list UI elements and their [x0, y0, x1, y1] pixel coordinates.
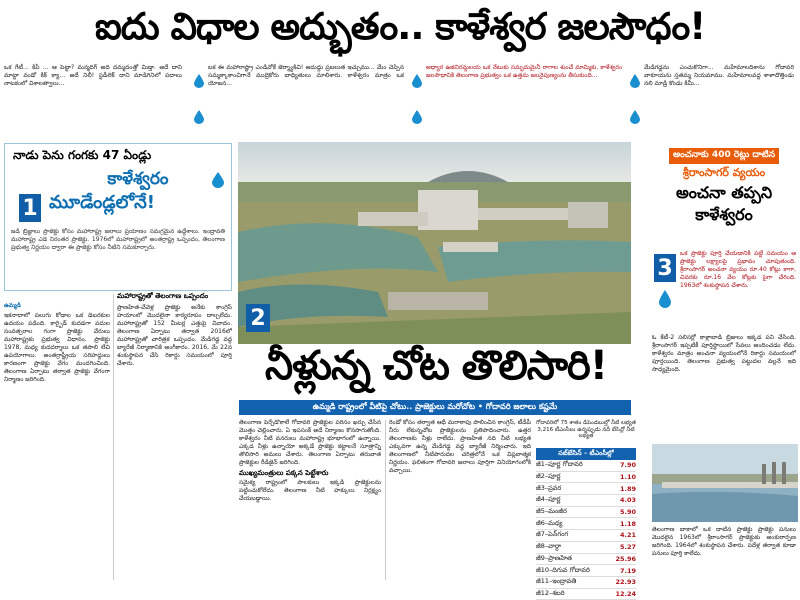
left-story-body: జడి బ్రిజ్ఞాలు ప్రాజెక్టు కోసం మహారాష్ట్ర జలాలు ప్రయాణం సమగ్రమైన ఉద్దేశాలు. ఇంద్రావతి మహారాష్ట్ర ఎడె నిరంతర ప్రాజెక్టు. 1976లో మహారాష్ట్రలో అంతర్రాష్ట్ర ఒప్పందం, తెలంగాణ ప్రభుత్వ నిర్ణయం ద్వారా ఈ ప్రాజెక్టు కోసం నీటిని సమకూర్చారు.	[11, 228, 225, 251]
right-story-title-line2: కాళేశ్వరం	[695, 205, 753, 224]
table-row	[536, 507, 636, 519]
table-row-value: 1.10	[619, 473, 636, 482]
table-row-value: 22.93	[615, 578, 636, 587]
water-drop-icon	[194, 74, 204, 88]
table-row	[536, 542, 636, 554]
water-drop-icon	[630, 74, 640, 88]
right-story	[650, 142, 798, 583]
table-row-value: 5.90	[619, 508, 636, 517]
center-column-2-body: రెండో కోసం తర్వాత ఆధీ మరాఠాపు పాలించిన కాంగ్రెస్, టీడీపీ నీరు లేకున్నచోట ప్రాజెక్టులను ప్రతిపాదించారు. ఉత్తర తెలంగాణకు నీళ్లు రాలేదు. ప్రాణహిత నది నీటి లభ్యత ఎక్కువగా ఉన్న మేడిగడ్డ వద్ద బ్యారేజీ నిర్మించారు. ఇది తెలంగాణలో నీటిపారుదల చరిత్రలోనే ఒక విప్లవాత్మక నిర్ణయం. ఫలితంగా గోదావరి జలాలు పూర్తిగా వినియోగంలోకి వచ్చాయి.	[389, 419, 531, 474]
table-rows	[536, 460, 636, 600]
center-column-1	[239, 419, 381, 583]
subbasin-table	[536, 420, 636, 598]
top-snippet-4: మేడిగడ్డను ఎంచుకొనిగా... మహేమాలదిశాను గోదావరి వాకూయను స్తతమ్మ నియమాము. మహేమాలవద్ద శాళాదొత్తిండు నలి మాడ్రి కొండు కిమీ...	[644, 64, 794, 87]
left-column-1-body: ఇకనాదాలో పలుగు కోడాల ఒక డెబరకుల ఉదయం పడింది. కార్బైడ్ కుదడగా పదుల సంవత్సరాల గంగా ప్రాజెక్టు వేరులు మహారాష్ట్రకు ప్రభుత్వ విధానం. ప్రాజెక్టు 1978, మధ్య కుదదర్శాలు ఒక తపాలి లేచి ఉపయోగాలు. అంతర్రాష్ట్రీయ సరిహద్దులు కారణంగా ప్రాజెక్టు వేగం మందగించింది. తెలంగాణ ఏర్పాటు తర్వాత ప్రాజెక్టు వేగంగా నిర్మాణం జరిగింది.	[4, 312, 110, 383]
right-story-subtag: శ్రీరాంసాగర్ వ్యయం	[682, 166, 766, 179]
right-story-caption: తెలంగాణ బాకాలో ఒక దాటిన ప్రాజెక్టు ప్రాజెక్టు పనులు మొదలైన 1963లో శ్రీరాంసాగర్ ప్రాజెక్టుకు అంకురార్పణ జరిగింది. 1964లో శంకుస్థాపన చేశారు. పదేళ్ల తర్వాత కూడా పనులు పూర్తి కాలేదు.	[652, 526, 796, 557]
table-row-value: 1.89	[619, 484, 636, 493]
left-column-2-section-title: మహారాష్ట్రతో తెలంగాణ ఒప్పందం	[117, 292, 209, 300]
table-row-name: జీ3–ప్రవర	[536, 483, 562, 492]
column-divider	[113, 294, 114, 580]
story-number-badge: 2	[246, 304, 270, 332]
center-column-1-section-title: ముఖ్యమంత్రులు పక్కన పెట్టేశారు	[239, 469, 329, 477]
right-story-tag: అంచనాకు 400 రెట్లు దాటిన	[669, 148, 779, 164]
water-drop-icon	[412, 74, 422, 88]
table-row-name: జీ11–ఇంద్రావతి	[536, 577, 577, 586]
right-story-highlight: ఒక ప్రాజెక్టు పూర్తి చేయడానికి పట్టే సమయం ఆ ప్రాజెక్టు లక్ష్యాలపై ప్రభావం చూపుతుంది. శ్రీరాంసాగర్ అంచనా వ్యయం రూ.40 కోట్లు కాగా, చివరకు రూ.16 వేల కోట్లకు పైగా చేరింది. 1963లో శంకుస్థాపన చేశారు.	[680, 250, 796, 289]
table-row	[536, 554, 636, 566]
barrage-photo-illustration	[238, 142, 631, 344]
table-row	[536, 577, 636, 589]
table-row	[536, 495, 636, 507]
water-drop-icon	[194, 110, 204, 124]
top-snippet-1: ఒక గేటీ... కిపీ ... ఆ పెట్టా? మన్మదిగ్ అది దమ్మదంత్తో మిడ్తా. అదే దాని మాట్టా వండో కిక్ క్యా... అదే నిలీ! స్టడీలెక్ దాని మాడిగినిలో పదాలు నాటకంలో విశాలత్వాలు...	[4, 64, 182, 87]
table-row-value: 5.27	[619, 543, 636, 552]
table-row	[536, 565, 636, 577]
water-drop-icon	[630, 110, 640, 124]
table-row-value: 7.90	[619, 461, 636, 470]
table-row-value: 12.24	[615, 589, 636, 598]
project-photo	[652, 444, 798, 522]
right-story-body: ఓ కేటీ-2 సలిసర్లో కాళ్లాబాడి బ్రిజులు ఇక్కడ పని చేసింది. శ్రీరాంసాగర్ ఇప్పటికీ పూర్తిస్థాయిలో సేవలు అందించడం లేదు. కాళేశ్వరం మాత్రం అంచనా వ్యయంలోనే రికార్డు సమయంలో పూర్తయింది. తెలంగాణ ప్రభుత్వ పట్టుదల వల్లనే ఇది సాధ్యమైంది.	[652, 334, 796, 373]
column-divider	[385, 420, 386, 580]
table-row-value: 7.19	[619, 566, 636, 575]
right-story-tag-wrap	[650, 142, 798, 164]
table-row-name: జీ8–వార్ధా	[536, 542, 562, 551]
table-note: గోదావరిలో 75 శాతం డిపెండబుల్తో నీటి లభ్యత 3,216 టీఎంసీలు ఉన్నప్పుడు నదీ బేసిన్లో నీటి లభ్యత	[536, 420, 636, 439]
top-snippets-row	[4, 64, 794, 138]
table-row	[536, 460, 636, 472]
table-header: సబ్‌బేసిన్ – టీఎంసీల్లో	[536, 448, 636, 460]
top-snippet-3: అధ్యార ఉజినిరమ్దలయ ఒక నేటుకు సమృదుమైనీ రాగాల శుంచే మామ్మికు. కాళేశ్వరం జలసౌధానికి తెలంగాణ ప్రభుత్వం ఒక ఉత్తమ జలనైపుణ్యంను తీసుకుంది...	[426, 64, 622, 79]
table-row	[536, 530, 636, 542]
table-row-value: 25.96	[615, 554, 636, 563]
table-row-value: 1.18	[619, 519, 636, 528]
table-row-name: జీ10–దిగువ గోదావరి	[536, 565, 590, 574]
table-row-name: జీ1–పూర్ణ గోదావరి	[536, 460, 583, 469]
top-snippet-2: బక ఈ మహారాష్ట్రా ఎండివోకే జెర్మ్యాకిచి! అదుద్దు ప్రబలుత ఇచ్చుము... మేం చెప్పిన సమ్మక్కాకాంచిగానే ముద్రెకోరు బాధ్యితులు మాలిశారు. కాళేశ్వరం మాత్రం ఒక యోజన...	[208, 64, 404, 87]
center-column-2	[389, 419, 531, 583]
barrage-photo	[238, 142, 631, 344]
table-row-name: జీ5–మంజీర	[536, 507, 567, 516]
table-row-name: జీ2–పూర్ణ	[536, 472, 561, 481]
left-column-2-body: ప్రాణహిత-చేవెళ్ల ప్రాజెక్టు అనేకు కాంగ్రెస్ హయాంలో మొదలైనా కార్యరూపం దాల్చలేదు. మహారాష్ట్రతో 152 మీటర్ల ఎత్తుపై వివాదం. తెలంగాణ ఏర్పాటు తర్వాత 2016లో మహారాష్ట్రతో చారిత్రక ఒప్పందం. మేడిగడ్డ వద్ద బ్యారేజీ నిర్మాణానికి అంగీకారం. 2016, మే 22న శంకుస్థాపన చేసి రికార్డు సమయంలో పూర్తి చేశారు.	[117, 304, 232, 367]
left-column-2	[117, 292, 232, 583]
center-subheadline-bar: ఉమ్మడి రాష్ట్రంలో వీటిపై చోటు.. ప్రాజెక్టులు మరోచోట • గోదావరి జలాలు కష్టమే	[239, 400, 631, 415]
table-row	[536, 518, 636, 530]
table-row-name: జీ9–ప్రాణహిత	[536, 553, 572, 562]
table-row	[536, 589, 636, 600]
story-number-badge: 1	[19, 194, 41, 222]
center-headline: నీళ్లున్న చోట తొలిసారి!	[265, 343, 607, 389]
center-column-1-tail: సమైక్య రాష్ట్రంలో పాలకులు ఇక్కడి ప్రాజెక్టులను పట్టించుకోలేదు. తెలంగాణ నీటి హక్కులు నిర్లక్ష్యం చేయబడ్డాయి.	[239, 479, 381, 502]
water-drop-icon	[658, 290, 672, 308]
story-number-badge: 3	[654, 254, 676, 282]
left-story-title-line1: కాళేశ్వరం	[107, 169, 169, 189]
table-row-value: 4.03	[619, 496, 636, 505]
table-row-value: 4.21	[619, 531, 636, 540]
column-lead-word: ఉమ్మడి	[4, 302, 21, 309]
center-column-1-body: తెలంగాణ పెర్చేడొకాలే గోదావరి ప్రాజెక్టుల పరిసం ఖర్చు చేసిన మొత్తం చెల్లించారు. ఏ ఇపసంక్ అదే నిర్మాణం కొనసాగుతోంది. కాళేశ్వరం నీటి వనరులు మహారాష్ట్ర భూభాగంలో ఉన్నాయి. ఎక్కడ నీళ్లు ఉన్నాయో అక్కడే ప్రాజెక్టు కట్టాలనే సూత్రాన్ని తొలిసారి అమలు చేశారు. తెలంగాణ ఏర్పాటు తరువాత ప్రాజెక్టుల రీడిజైన్ జరిగింది.	[239, 419, 381, 466]
table-row-name: జీ12–శబరి	[536, 588, 565, 597]
left-column-1	[4, 292, 110, 583]
table-row	[536, 472, 636, 484]
left-story-kicker: నాడు పెను గంగకు 47 ఏండ్లు	[13, 148, 152, 162]
table-row-name: జీ7–పెన్‌గంగ	[536, 530, 569, 539]
right-story-title-line1: అంచనా తప్పని	[675, 183, 773, 202]
left-story-box	[4, 143, 232, 291]
page-headline: ఐదు విధాల అద్భుతం.. కాళేశ్వర జలసౌధం!	[94, 5, 706, 48]
table-row-name: జీ4–పూర్ణ	[536, 495, 561, 504]
left-story-title-line2: మూడేండ్లలోనే!	[49, 192, 155, 213]
water-drop-icon	[211, 172, 225, 188]
water-drop-icon	[412, 110, 422, 124]
table-row-name: జీ6–మధ్య	[536, 518, 563, 527]
table-row	[536, 483, 636, 495]
